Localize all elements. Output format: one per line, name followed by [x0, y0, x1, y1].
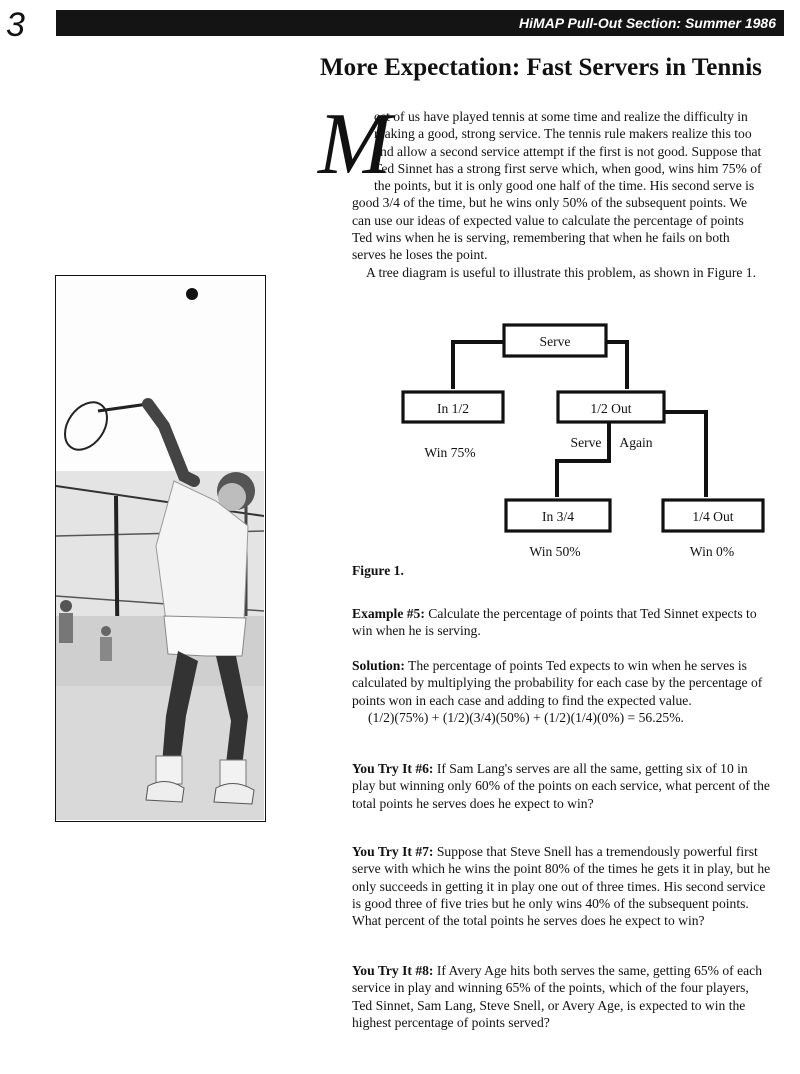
page-number: 3: [6, 6, 25, 44]
try-it-6-label: You Try It #6:: [352, 761, 434, 776]
label-first-out: 1/2 Out: [590, 401, 632, 416]
connector-out-to-second-in: [557, 422, 609, 497]
example-5: [352, 605, 772, 640]
tennis-player-photo: [55, 275, 266, 822]
try-it-6-text: If Sam Lang's serves are all the same, getting six of 10 in play but winning only 60% of the points on each service, what percent of the total points he serves does he expect to win?: [352, 761, 770, 811]
intro-paragraph-1: ost of us have played tennis at some time and realize the difficulty in making a good, strong service. The tennis rule makers realize this too and allow a second service attempt if the first is not good. Suppose that Ted Sinnet has a strong first serve which, when good, wins him 75% of the points, but it is only good one half of the time. His second serve is good 3/4 of the time, but he wins only 50% of the subsequent points. We can use our ideas of expected value to calculate the percentage of points Ted wins when he is serving, remembering that when he fails on both serves he loses the point.: [352, 109, 762, 263]
label-second-out: 1/4 Out: [692, 509, 734, 524]
try-it-7: [352, 843, 772, 929]
tennis-player-illustration: [56, 276, 264, 820]
section-header-bar: [56, 10, 784, 36]
try-it-8-text: If Avery Age hits both serves the same, getting 65% of each service in play and winning 65% of the points, which of the four players, Ted Sinnet, Sam Lang, Steve Snell, or Avery Age, is expected to win the highest percentage of points served?: [352, 963, 763, 1030]
solution-text: The percentage of points Ted expects to win when he serves is calculated by multiplying the probability for each case by the percentage of points won in each case and adding to find the expected value.: [352, 658, 763, 708]
label-first-in: In 1/2: [436, 401, 470, 416]
tree-diagram: [380, 318, 780, 564]
example-5-label: Example #5:: [352, 606, 425, 621]
solution: [352, 657, 772, 726]
label-branch-serve: Serve: [570, 435, 602, 450]
try-it-8: [352, 962, 772, 1031]
label-serve: Serve: [539, 334, 571, 349]
article-title: More Expectation: Fast Servers in Tennis: [320, 54, 762, 81]
connector-serve-to-in: [453, 342, 504, 389]
connector-serve-to-out: [606, 342, 627, 389]
try-it-6: [352, 760, 772, 812]
section-header-text: HiMAP Pull-Out Section: Summer 1986: [519, 15, 776, 31]
intro-paragraph-2: A tree diagram is useful to illustrate this problem, as shown in Figure 1.: [366, 264, 757, 280]
drop-cap: M: [318, 96, 392, 193]
example-5-text: Calculate the percentage of points that Ted Sinnet expects to win when he is serving.: [352, 606, 757, 639]
label-branch-again: Again: [619, 435, 653, 450]
solution-label: Solution:: [352, 658, 405, 673]
label-win-50: Win 50%: [529, 544, 581, 559]
try-it-7-label: You Try It #7:: [352, 844, 434, 859]
try-it-7-text: Suppose that Steve Snell has a tremendously powerful first serve with which he wins the point 80% of the times he gets it in play, but he only succeeds in getting it in play one out of three times. His second service is good three of five tries but he only wins 40% of the subsequent points. What percent of the total points he serves does he expect to win?: [352, 844, 771, 929]
figure-caption: Figure 1.: [352, 563, 404, 578]
connector-out-to-second-out: [664, 412, 706, 497]
label-win-0: Win 0%: [689, 544, 735, 559]
label-second-in: In 3/4: [541, 509, 575, 524]
intro-section: [318, 96, 766, 281]
try-it-8-label: You Try It #8:: [352, 963, 434, 978]
label-win-75: Win 75%: [424, 445, 476, 460]
solution-equation: (1/2)(75%) + (1/2)(3/4)(50%) + (1/2)(1/4)(0%) = 56.25%.: [368, 709, 684, 725]
